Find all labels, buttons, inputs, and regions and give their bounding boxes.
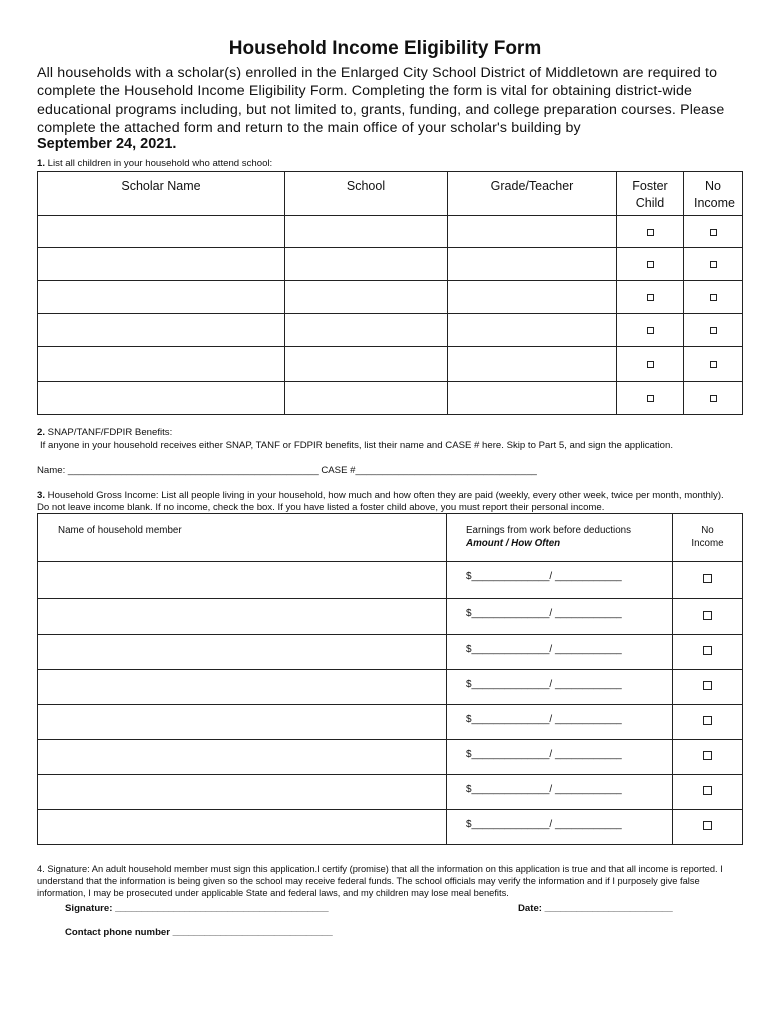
col-school: School bbox=[285, 172, 448, 216]
no-income-checkbox[interactable] bbox=[703, 821, 712, 830]
foster-child-checkbox[interactable] bbox=[647, 361, 654, 368]
snap-name-case-field[interactable]: Name: _______________________________________________ CASE #__________________________________ bbox=[37, 465, 537, 476]
household-member-cell[interactable] bbox=[38, 635, 447, 670]
section3-label bbox=[37, 490, 737, 514]
no-income-checkbox[interactable] bbox=[710, 261, 717, 268]
no-income-checkbox[interactable] bbox=[710, 395, 717, 402]
section2-label bbox=[37, 427, 172, 439]
table-row bbox=[38, 635, 743, 670]
section1-number: 1. bbox=[37, 158, 46, 169]
table-row bbox=[38, 216, 743, 248]
section4-text: 4. Signature: An adult household member must sign this application.I certify (promise) that all the information on this application is true and that all income is reported. I understand that the information is being given so the school may receive federal funds. The school officials may verify the information and if I purposely give false information, I may be prosecuted under applicable State and federal laws, and my children may lose meal benefits. bbox=[37, 864, 723, 898]
col-grade-teacher: Grade/Teacher bbox=[448, 172, 617, 216]
table-row bbox=[38, 599, 743, 635]
household-member-cell[interactable] bbox=[38, 599, 447, 635]
foster-child-checkbox[interactable] bbox=[647, 327, 654, 334]
school-cell[interactable] bbox=[285, 347, 448, 382]
earnings-header: Earnings from work before deductions bbox=[466, 525, 631, 536]
contact-phone-field[interactable]: Contact phone number ______________________________ bbox=[65, 927, 333, 938]
no-income-checkbox[interactable] bbox=[710, 229, 717, 236]
table-row bbox=[38, 281, 743, 314]
col-foster-child: Foster Child bbox=[617, 172, 684, 216]
earnings-subheader: Amount / How Often bbox=[466, 538, 561, 549]
no-income-checkbox[interactable] bbox=[710, 361, 717, 368]
earnings-cell[interactable]: $______________/ ____________ bbox=[447, 599, 673, 635]
table-row bbox=[38, 705, 743, 740]
no-income-checkbox[interactable] bbox=[710, 327, 717, 334]
table-row bbox=[38, 248, 743, 281]
no-income-checkbox[interactable] bbox=[703, 646, 712, 655]
scholar-name-cell[interactable] bbox=[38, 314, 285, 347]
no-income-checkbox[interactable] bbox=[703, 574, 712, 583]
section2-note: If anyone in your household receives either SNAP, TANF or FDPIR benefits, list their name and CASE # here. Skip to Part 5, and sign the application. bbox=[40, 440, 673, 451]
foster-child-checkbox[interactable] bbox=[647, 294, 654, 301]
section2-number: 2. bbox=[37, 427, 46, 438]
earnings-cell[interactable]: $______________/ ____________ bbox=[447, 635, 673, 670]
col-no-income-3: No Income bbox=[673, 514, 743, 562]
table-row bbox=[38, 562, 743, 599]
earnings-cell[interactable]: $______________/ ____________ bbox=[447, 705, 673, 740]
no-income-checkbox[interactable] bbox=[703, 611, 712, 620]
grade-teacher-cell[interactable] bbox=[448, 347, 617, 382]
no-income-checkbox[interactable] bbox=[703, 786, 712, 795]
table-row bbox=[38, 670, 743, 705]
household-member-cell[interactable] bbox=[38, 740, 447, 775]
col-no-income: No Income bbox=[684, 172, 743, 216]
school-cell[interactable] bbox=[285, 281, 448, 314]
section2-text: SNAP/TANF/FDPIR Benefits: bbox=[45, 427, 173, 438]
table-row bbox=[38, 775, 743, 810]
grade-teacher-cell[interactable] bbox=[448, 216, 617, 248]
household-member-cell[interactable] bbox=[38, 705, 447, 740]
scholar-name-cell[interactable] bbox=[38, 216, 285, 248]
no-income-checkbox[interactable] bbox=[703, 681, 712, 690]
section3-text: Household Gross Income: List all people living in your household, how much and how often they are paid (weekly, every other week, twice per month, monthly). Do not leave income blank. If no income, check the box. If you have listed a foster child above, you must report their personal income. bbox=[37, 490, 724, 513]
scholar-name-cell[interactable] bbox=[38, 281, 285, 314]
grade-teacher-cell[interactable] bbox=[448, 248, 617, 281]
income-table bbox=[37, 513, 743, 845]
grade-teacher-cell[interactable] bbox=[448, 314, 617, 347]
grade-teacher-cell[interactable] bbox=[448, 281, 617, 314]
no-income-checkbox[interactable] bbox=[703, 716, 712, 725]
no-income-checkbox[interactable] bbox=[703, 751, 712, 760]
children-table bbox=[37, 171, 743, 415]
col-scholar-name: Scholar Name bbox=[38, 172, 285, 216]
col-household-member: Name of household member bbox=[38, 514, 447, 562]
intro-paragraph: All households with a scholar(s) enrolled in the Enlarged City School District of Middletown are required to complete the Household Income Eligibility Form. Completing the form is vital for obtaining district-wide educational programs including, but not limited to, grants, funding, and college preparation courses. Please complete the attached form and return to the main office of your scholar's building by bbox=[37, 65, 725, 137]
earnings-cell[interactable]: $______________/ ____________ bbox=[447, 740, 673, 775]
scholar-name-cell[interactable] bbox=[38, 248, 285, 281]
signature-field[interactable]: Signature: ________________________________________ bbox=[65, 903, 329, 914]
scholar-name-cell[interactable] bbox=[38, 347, 285, 382]
household-member-cell[interactable] bbox=[38, 562, 447, 599]
section1-label bbox=[37, 158, 272, 170]
earnings-cell[interactable]: $______________/ ____________ bbox=[447, 775, 673, 810]
school-cell[interactable] bbox=[285, 382, 448, 415]
date-field[interactable]: Date: ________________________ bbox=[518, 903, 673, 914]
earnings-cell[interactable]: $______________/ ____________ bbox=[447, 810, 673, 845]
household-member-cell[interactable] bbox=[38, 810, 447, 845]
school-cell[interactable] bbox=[285, 216, 448, 248]
household-member-cell[interactable] bbox=[38, 670, 447, 705]
section3-number: 3. bbox=[37, 490, 46, 501]
table-row bbox=[38, 810, 743, 845]
table-row bbox=[38, 347, 743, 382]
household-member-cell[interactable] bbox=[38, 775, 447, 810]
section1-text: List all children in your household who attend school: bbox=[45, 158, 273, 169]
no-income-checkbox[interactable] bbox=[710, 294, 717, 301]
earnings-cell[interactable]: $______________/ ____________ bbox=[447, 670, 673, 705]
school-cell[interactable] bbox=[285, 314, 448, 347]
foster-child-checkbox[interactable] bbox=[647, 395, 654, 402]
school-cell[interactable] bbox=[285, 248, 448, 281]
table-row bbox=[38, 382, 743, 415]
col-earnings bbox=[447, 514, 673, 562]
foster-child-checkbox[interactable] bbox=[647, 229, 654, 236]
scholar-name-cell[interactable] bbox=[38, 382, 285, 415]
deadline: September 24, 2021. bbox=[37, 136, 177, 152]
table-row bbox=[38, 740, 743, 775]
form-title: Household Income Eligibility Form bbox=[228, 38, 542, 59]
foster-child-checkbox[interactable] bbox=[647, 261, 654, 268]
grade-teacher-cell[interactable] bbox=[448, 382, 617, 415]
table-row bbox=[38, 314, 743, 347]
earnings-cell[interactable]: $______________/ ____________ bbox=[447, 562, 673, 599]
